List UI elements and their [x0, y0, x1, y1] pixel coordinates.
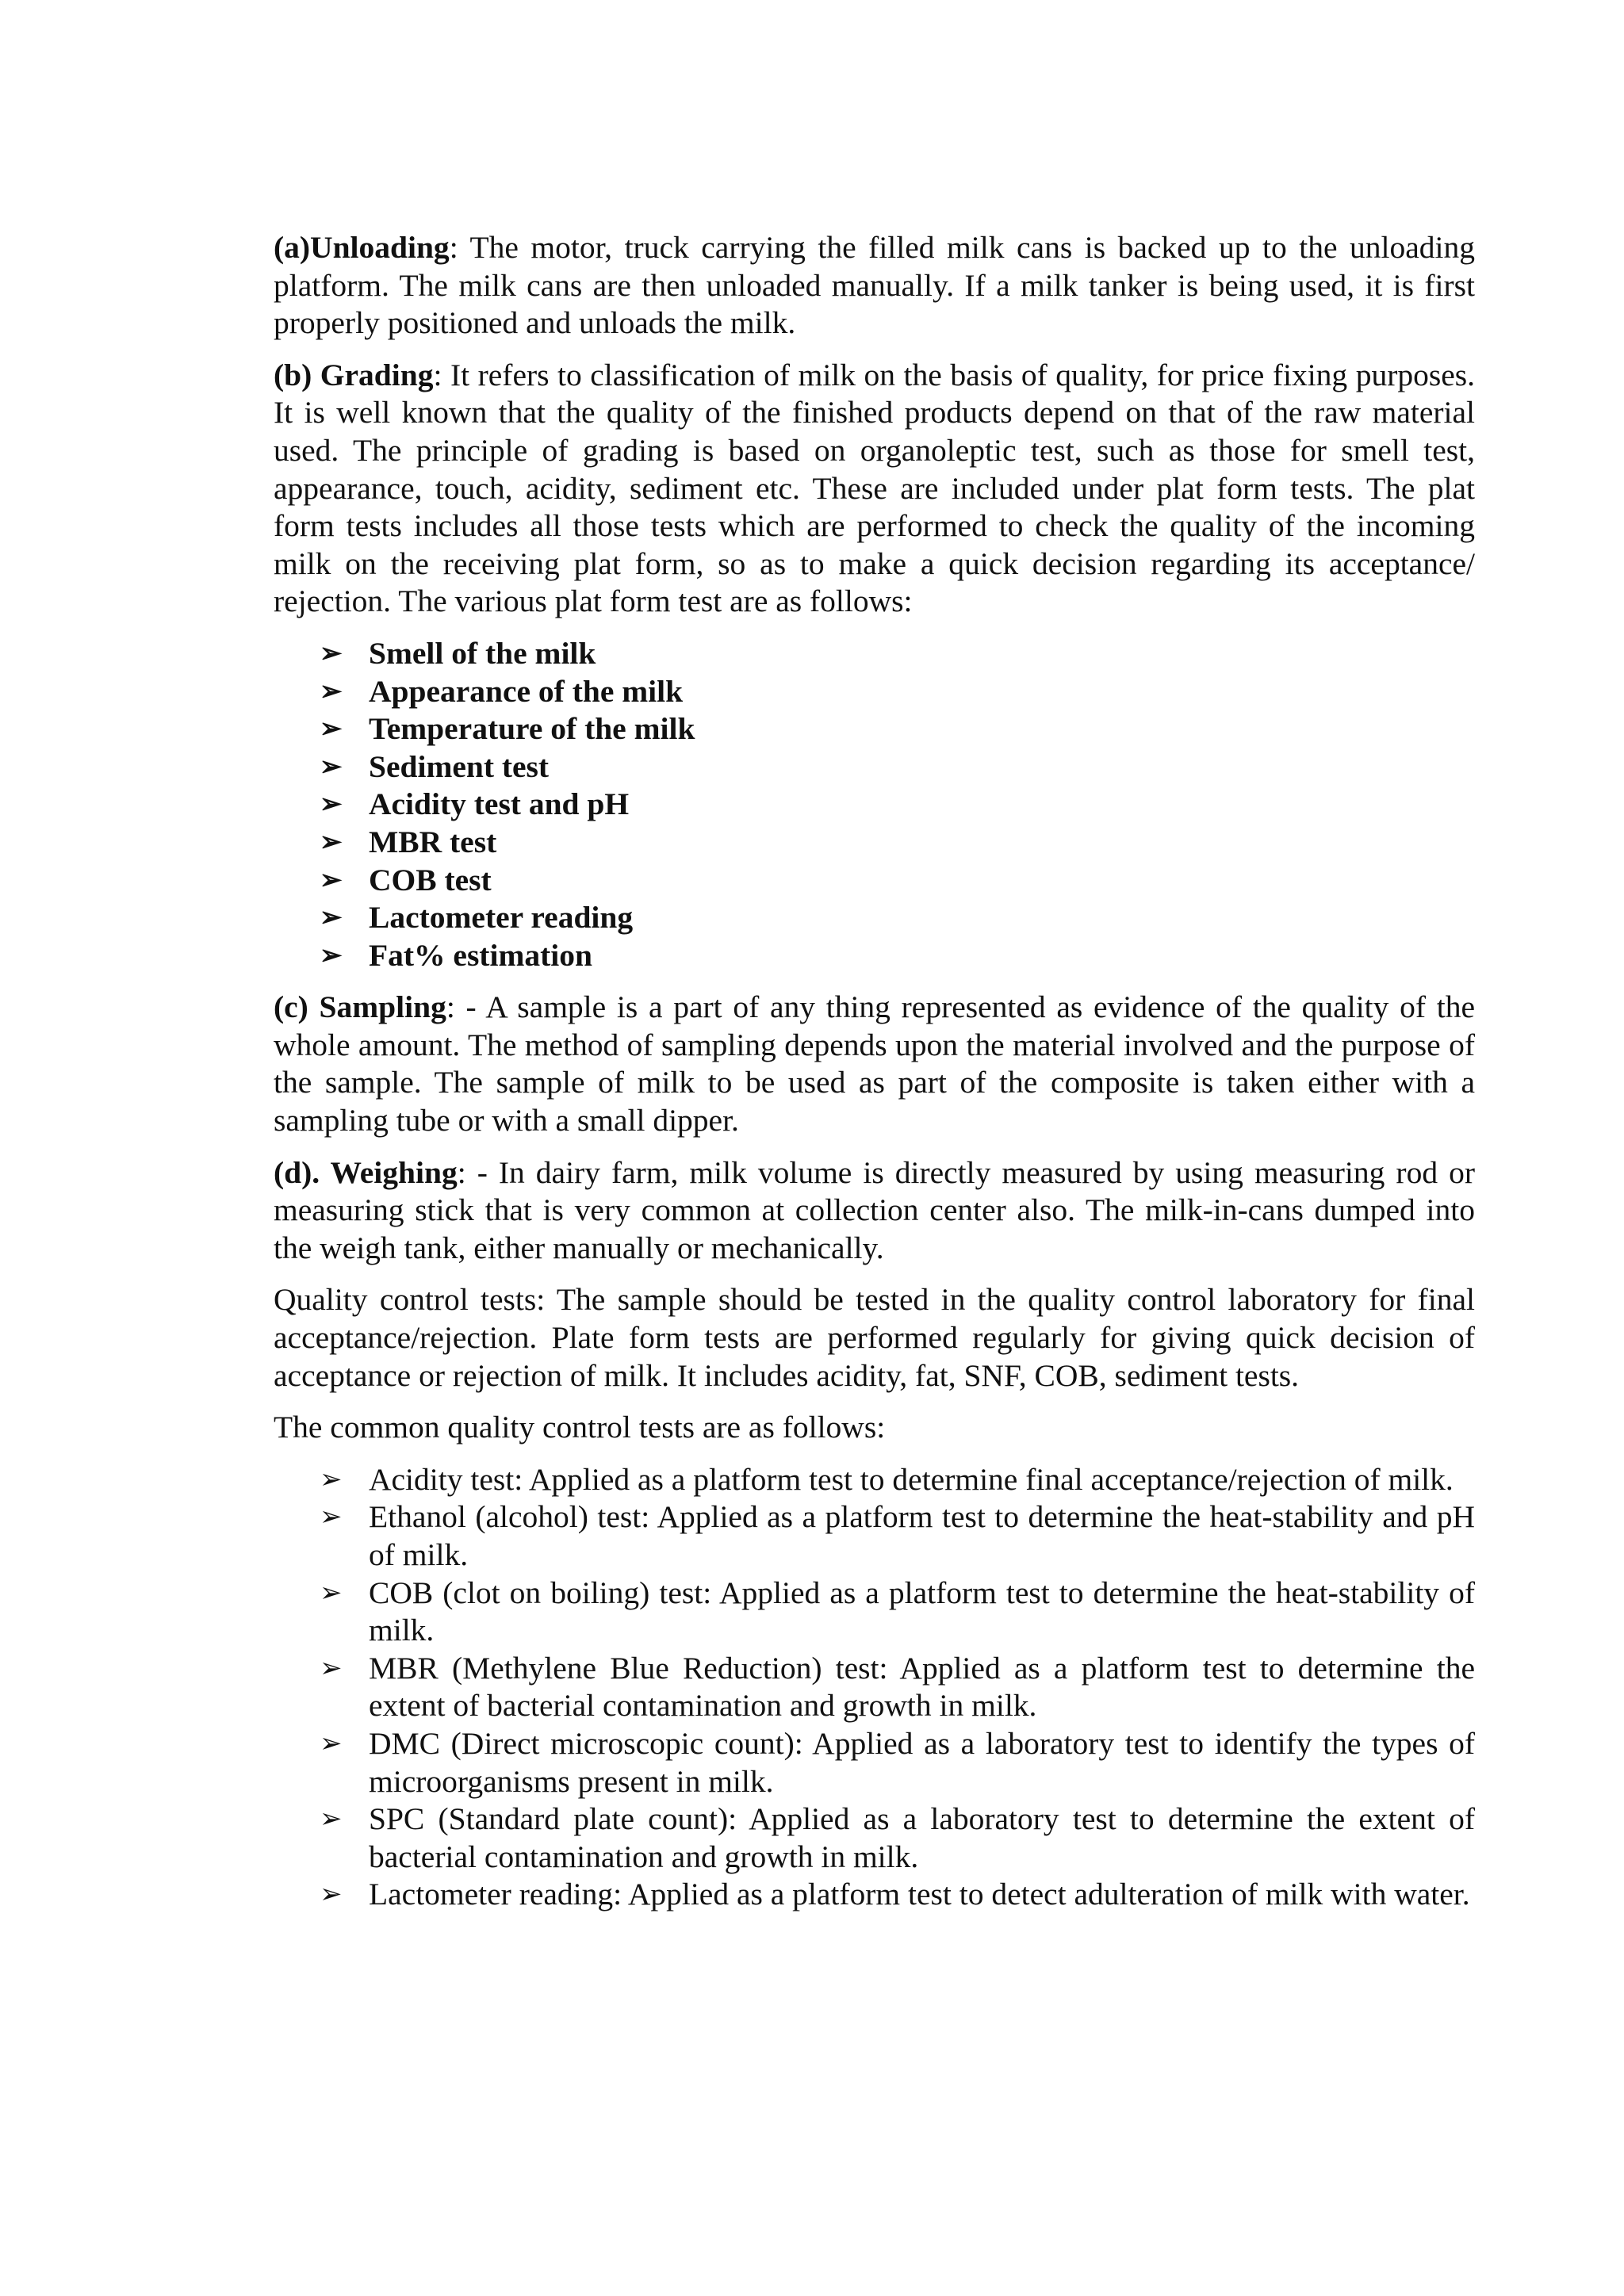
unloading-text: : The motor, truck carrying the filled milk cans is backed up to the unloading platform. The milk cans are then unloaded manually. If a milk tanker is being used, it is first properly positioned and unloads the milk.	[274, 230, 1475, 341]
weighing-paragraph	[274, 1154, 1475, 1268]
sampling-paragraph	[274, 989, 1475, 1139]
list-item: ➢ MBR (Methylene Blue Reduction) test: Applied as a platform test to determine the extent of bacterial contamination and growth in milk.	[320, 1650, 1475, 1724]
arrowhead-bullet-icon: ➢	[320, 1804, 343, 1835]
weighing-heading: (d). Weighing	[274, 1154, 458, 1190]
list-item: ➢ SPC (Standard plate count): Applied as a laboratory test to determine the extent of bacterial contamination and growth in milk.	[320, 1801, 1475, 1874]
document-page	[274, 229, 1475, 1928]
quality-control-paragraph: Quality control tests: The sample should be tested in the quality control laboratory for final acceptance/rejection. Plate form tests are performed regularly for giving quick decision of acceptance or rejection of milk. It includes acidity, fat, SNF, COB, sediment tests.	[274, 1282, 1475, 1393]
sampling-heading: (c) Sampling	[274, 989, 446, 1025]
platform-tests-list	[274, 635, 1475, 974]
arrowhead-bullet-icon: ➢	[320, 827, 343, 857]
sampling-text: : - A sample is a part of any thing represented as evidence of the quality of the whole amount. The method of sampling depends upon the material involved and the purpose of the sample. The sample of milk to be used as part of the composite is taken either with a sampling tube or with a small dipper.	[274, 989, 1475, 1138]
list-item: ➢ Ethanol (alcohol) test: Applied as a platform test to determine the heat-stability and pH of milk.	[320, 1499, 1475, 1572]
arrowhead-bullet-icon: ➢	[320, 940, 343, 970]
list-item: ➢ COB test	[369, 862, 1475, 900]
arrowhead-bullet-icon: ➢	[320, 714, 343, 744]
arrowhead-bullet-icon: ➢	[320, 1653, 343, 1683]
arrowhead-bullet-icon: ➢	[320, 1880, 343, 1910]
common-tests-list	[274, 1461, 1475, 1914]
common-tests-intro: The common quality control tests are as follows:	[274, 1410, 886, 1445]
list-item: ➢ Acidity test and pH	[369, 786, 1475, 824]
unloading-paragraph	[274, 229, 1475, 342]
list-item: ➢ Lactometer reading: Applied as a platform test to detect adulteration of milk with water.	[369, 1876, 1475, 1914]
list-item: ➢ Lactometer reading	[369, 899, 1475, 937]
arrowhead-bullet-icon: ➢	[320, 1502, 343, 1533]
list-item: ➢ MBR test	[369, 824, 1475, 862]
grading-text: : It refers to classification of milk on the basis of quality, for price fixing purposes. It is well known that the quality of the finished products depend on that of the raw material used. The principle of grading is based on organoleptic test, such as those for smell test, appearance, touch, acidity, sediment etc. These are included under plat form tests. The plat form tests includes all those tests which are performed to check the quality of the incoming milk on the receiving plat form, so as to make a quick decision regarding its acceptance/ rejection. The various plat form test are as follows:	[274, 357, 1475, 619]
arrowhead-bullet-icon: ➢	[320, 865, 343, 895]
arrowhead-bullet-icon: ➢	[320, 903, 343, 933]
grading-paragraph	[274, 357, 1475, 621]
weighing-text: : - In dairy farm, milk volume is directly measured by using measuring rod or measuring stick that is very common at collection center also. The milk-in-cans dumped into the weigh tank, either manually or mechanically.	[274, 1154, 1475, 1265]
grading-heading: (b) Grading	[274, 357, 434, 392]
arrowhead-bullet-icon: ➢	[320, 1578, 343, 1608]
list-item: ➢ DMC (Direct microscopic count): Applied as a laboratory test to identify the types of microorganisms present in milk.	[320, 1725, 1475, 1799]
unloading-heading: (a)Unloading	[274, 230, 450, 265]
arrowhead-bullet-icon: ➢	[320, 1464, 343, 1494]
arrowhead-bullet-icon: ➢	[320, 790, 343, 820]
list-item: ➢ Sediment test	[369, 748, 1475, 786]
arrowhead-bullet-icon: ➢	[320, 676, 343, 706]
list-item: ➢ Acidity test: Applied as a platform test to determine final acceptance/rejection of milk.	[369, 1461, 1475, 1499]
list-item: ➢ Smell of the milk	[369, 635, 1475, 673]
list-item: ➢ Fat% estimation	[369, 937, 1475, 975]
list-item: ➢ COB (clot on boiling) test: Applied as a platform test to determine the heat-stability of milk.	[320, 1575, 1475, 1648]
arrowhead-bullet-icon: ➢	[320, 1728, 343, 1758]
arrowhead-bullet-icon: ➢	[320, 638, 343, 668]
arrowhead-bullet-icon: ➢	[320, 752, 343, 782]
list-item: ➢ Temperature of the milk	[369, 710, 1475, 748]
list-item: ➢ Appearance of the milk	[369, 673, 1475, 711]
